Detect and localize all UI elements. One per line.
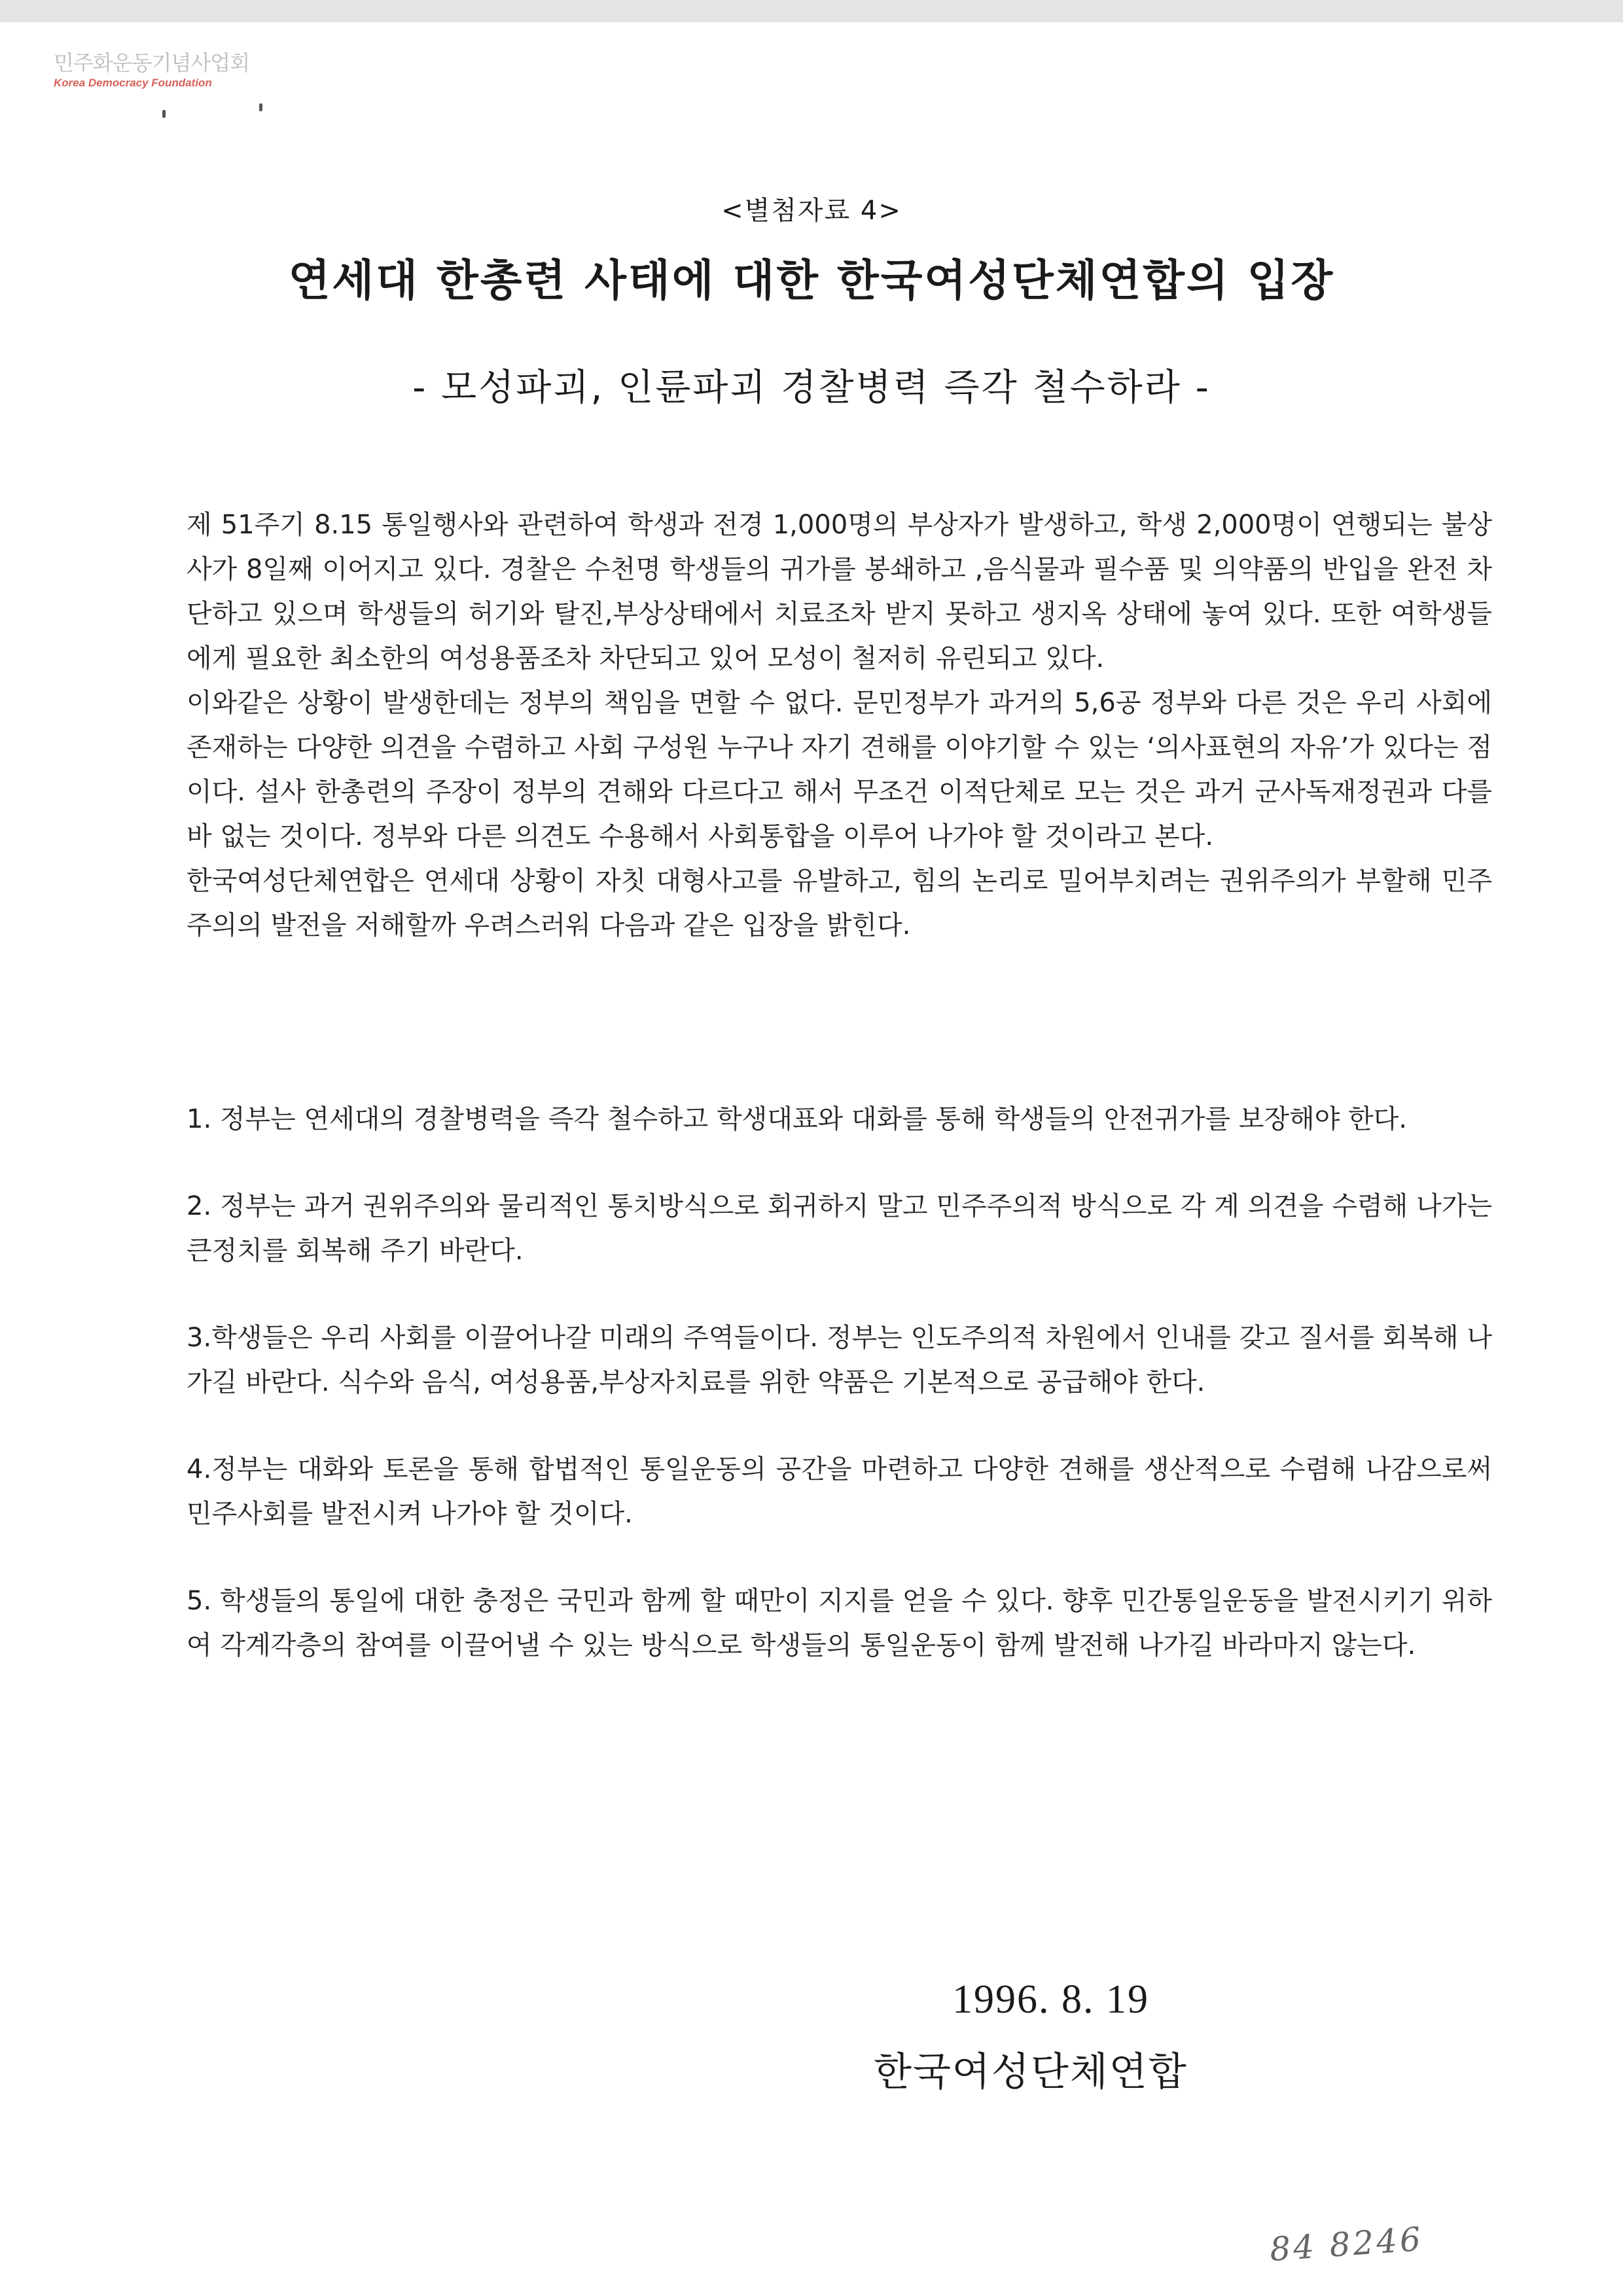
list-item: 3.학생들은 우리 사회를 이끌어나갈 미래의 주역들이다. 정부는 인도주의적 차원에서 인내를 갖고 질서를 회복해 나가길 바란다. 식수와 음식, 여성용품,부상자치료를 위한 약품은 기본적으로 공급해야 한다. <box>187 1323 1492 1397</box>
list-item: 2. 정부는 과거 권위주의와 물리적인 통치방식으로 회귀하지 말고 민주주의적 방식으로 각 계 의견을 수렴해 나가는 큰정치를 회복해 주기 바란다. <box>187 1191 1492 1266</box>
list-item: 4.정부는 대화와 토론을 통해 합법적인 통일운동의 공간을 마련하고 다양한 견해를 생산적으로 수렴해 나감으로써 민주사회를 발전시켜 나가야 할 것이다. <box>187 1454 1492 1529</box>
list-item: 5. 학생들의 통일에 대한 충정은 국민과 함께 할 때만이 지지를 얻을 수 있다. 향후 민간통일운동을 발전시키기 위하여 각계각층의 참여를 이끌어낼 수 있는 방식으로 학생들의 통일운동이 함께 발전해 나가길 바라마지 않는다. <box>187 1586 1492 1660</box>
scan-speck <box>259 103 262 111</box>
handwritten-archive-number: 84 8246 <box>1268 2219 1425 2269</box>
scan-edge <box>0 0 1623 22</box>
demands-list <box>187 1097 1492 1710</box>
scan-speck <box>162 110 166 118</box>
watermark-korean: 민주화운동기념사업회 <box>54 50 250 75</box>
list-item: 1. 정부는 연세대의 경찰병력을 즉각 철수하고 학생대표와 대화를 통해 학생들의 안전귀가를 보장해야 한다. <box>187 1104 1407 1134</box>
paragraph: 이와같은 상황이 발생한데는 정부의 책임을 면할 수 없다. 문민정부가 과거의 5,6공 정부와 다른 것은 우리 사회에 존재하는 다양한 의견을 수렴하고 사회 구성원 누구나 자기 견해를 이야기할 수 있는 ‘의사표현의 자유’가 있다는 점이다. 설사 한총련의 주장이 정부의 견해와 다르다고 해서 무조건 이적단체로 모는 것은 과거 군사독재정권과 다를바 없는 것이다. 정부와 다른 의견도 수용해서 사회통합을 이루어 나가야 할 것이라고 본다. <box>187 688 1492 852</box>
document-date: 1996. 8. 19 <box>952 1977 1149 2022</box>
document-title: 연세대 한총련 사태에 대한 한국여성단체연합의 입장 <box>288 255 1335 306</box>
watermark-english: Korea Democracy Foundation <box>54 77 212 89</box>
paragraph: 한국여성단체연합은 연세대 상황이 자칫 대형사고를 유발하고, 힘의 논리로 밀어부치려는 권위주의가 부할해 민주주의의 발전을 저해할까 우려스러워 다음과 같은 입장을 밝힌다. <box>187 866 1492 941</box>
paragraph: 제 51주기 8.15 통일행사와 관련하여 학생과 전경 1,000명의 부상자가 발생하고, 학생 2,000명이 연행되는 불상사가 8일째 이어지고 있다. 경찰은 수천명 학생들의 귀가를 봉쇄하고 ,음식물과 필수품 및 의약품의 반입을 완전 차단하고 있으며 학생들의 허기와 탈진,부상상태에서 치료조차 받지 못하고 생지옥 상태에 놓여 있다. 또한 여학생들에게 필요한 최소한의 여성용품조차 차단되고 있어 모성이 철저히 유린되고 있다. <box>187 510 1492 673</box>
attachment-label: <별첨자료 4> <box>721 196 902 226</box>
issuing-organization: 한국여성단체연합 <box>874 2049 1188 2095</box>
document-subtitle: - 모성파괴, 인륜파괴 경찰병력 즉각 철수하라 - <box>412 367 1211 409</box>
foundation-watermark <box>54 50 250 90</box>
statement-body <box>187 503 1492 948</box>
